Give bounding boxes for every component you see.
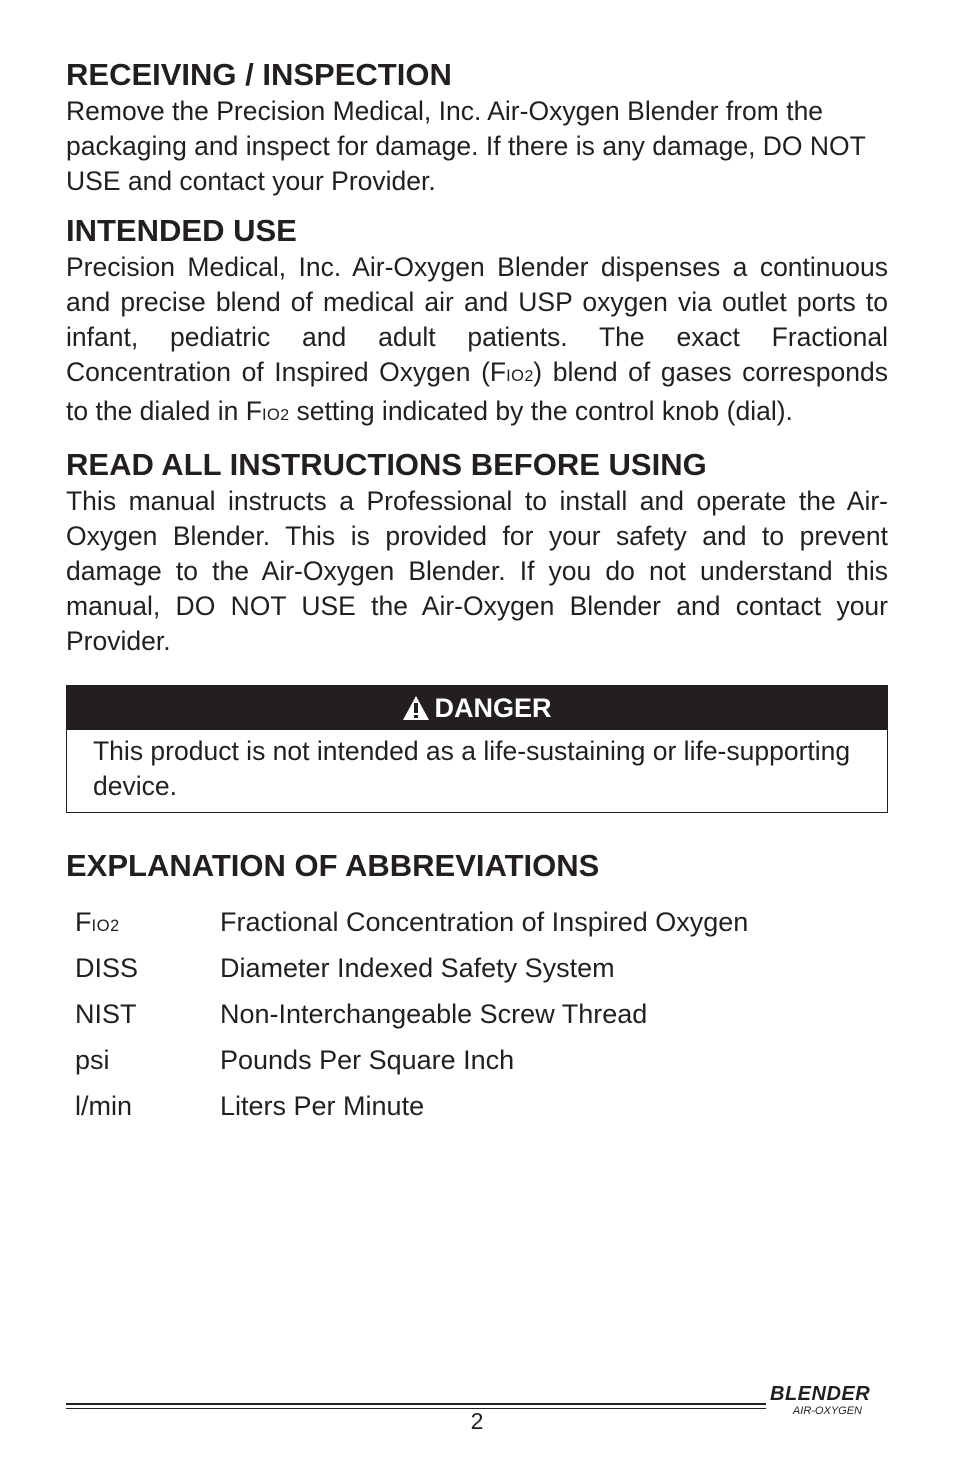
section-receiving (66, 56, 888, 199)
danger-header (67, 686, 887, 730)
fio2-f: F (489, 357, 507, 387)
abbreviation-row (66, 1083, 888, 1129)
section-title-receiving: RECEIVING / INSPECTION (66, 57, 452, 92)
fio2-io: IO (261, 406, 281, 424)
abbreviation-term: NIST (75, 998, 137, 1029)
danger-callout (66, 685, 888, 813)
intended-use-text-1: Precision Medical, Inc. Air-Oxygen Blender dispenses a continuous and precise blend of medical air and USP oxygen via outlet ports to infant, pediatric and adult patients. The exact Fractional Concentration of Inspired Oxygen ( (66, 252, 888, 387)
footer-rule-thick (66, 1403, 766, 1405)
brand-logo (770, 1383, 882, 1417)
fio2-symbol (246, 396, 289, 426)
abbreviation-term: l/min (75, 1090, 133, 1121)
intended-use-text-3: setting indicated by the control knob (dial). (289, 396, 793, 426)
abbreviation-definition: Non-Interchangeable Screw Thread (220, 998, 648, 1029)
abbreviation-term (66, 907, 220, 938)
section-intended-use (66, 212, 888, 433)
section-read-all (66, 446, 888, 659)
brand-sub-text: AIR-OXYGEN (792, 1405, 862, 1417)
fio2-sub: 2 (524, 368, 534, 385)
abbreviation-definition: Fractional Concentration of Inspired Oxygen (220, 906, 749, 937)
abbreviation-row (66, 991, 888, 1037)
fio2-f: F (245, 396, 262, 426)
danger-label: DANGER (434, 692, 552, 723)
abbreviation-term: DISS (75, 952, 139, 983)
page-content (66, 56, 888, 1129)
warning-triangle-icon (402, 695, 430, 721)
fio2-io: IO (91, 915, 111, 935)
page-number: 2 (470, 1408, 484, 1434)
fio2-sub: 2 (280, 407, 290, 424)
danger-text: This product is not intended as a life-sustaining or life-supporting device. (93, 736, 851, 801)
abbreviation-definition: Liters Per Minute (220, 1090, 425, 1121)
abbreviations-title: EXPLANATION OF ABBREVIATIONS (66, 848, 600, 883)
abbreviations-table (66, 899, 888, 1129)
abbreviation-definition: Diameter Indexed Safety System (220, 952, 615, 983)
abbreviation-term: psi (75, 1044, 110, 1075)
brand-main-text: BLENDER (770, 1383, 871, 1405)
section-title-read-all: READ ALL INSTRUCTIONS BEFORE USING (66, 447, 707, 482)
section-title-intended-use: INTENDED USE (66, 213, 297, 248)
abbreviation-definition: Pounds Per Square Inch (220, 1044, 515, 1075)
section-body-receiving: Remove the Precision Medical, Inc. Air-Oxygen Blender from the packaging and inspect for damage. If there is any damage, DO NOT USE and contact your Provider. (66, 96, 866, 196)
intended-use-text-2: ) blend of gases corresponds to the dialed in (66, 357, 888, 426)
section-body-read-all: This manual instructs a Professional to install and operate the Air-Oxygen Blender. This is provided for your safety and to prevent damage to the Air-Oxygen Blender. If you do not understand this manual, DO NOT USE the Air-Oxygen Blender and contact your Provider. (66, 486, 888, 656)
fio2-symbol (75, 907, 119, 937)
abbreviation-row (66, 899, 888, 945)
abbreviation-row (66, 945, 888, 991)
fio2-symbol (490, 357, 533, 387)
fio2-io: IO (506, 367, 525, 385)
section-body-intended-use (66, 250, 888, 433)
fio2-sub: 2 (110, 916, 120, 935)
abbreviation-row (66, 1037, 888, 1083)
fio2-f: F (75, 906, 92, 937)
